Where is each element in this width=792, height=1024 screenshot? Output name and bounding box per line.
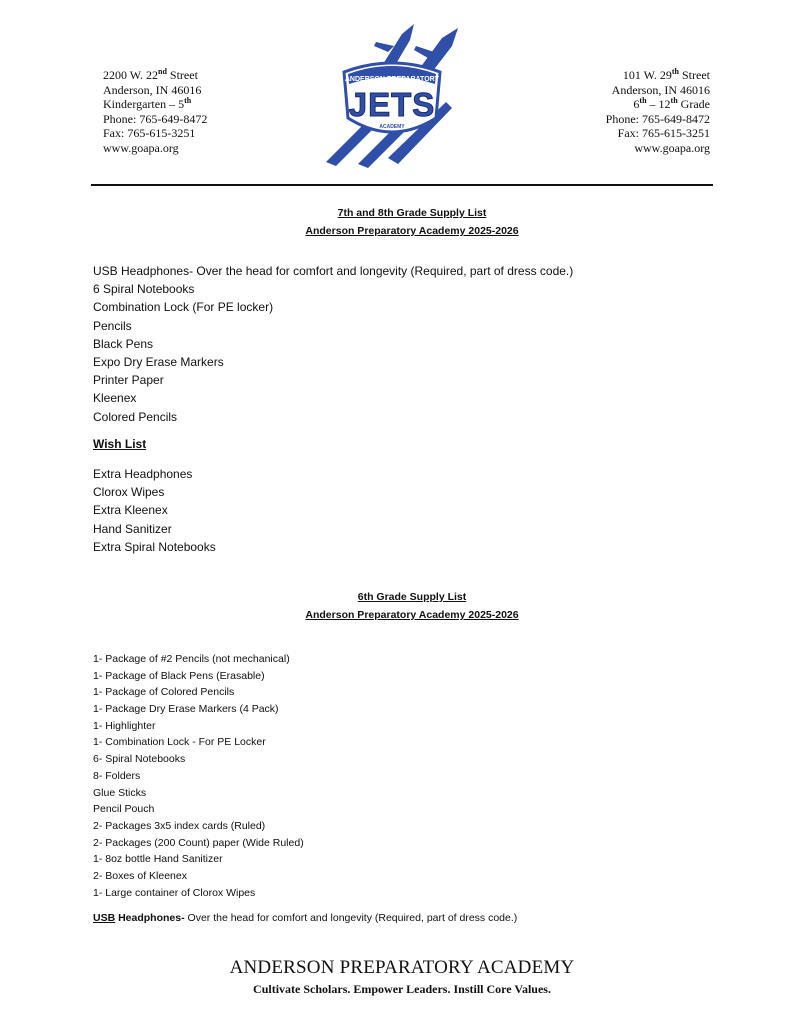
list-item: Hand Sanitizer — [93, 521, 172, 536]
list-item: 1- Package of #2 Pencils (not mechanical) — [93, 653, 290, 665]
list-item: Glue Sticks — [93, 786, 147, 799]
footer-motto: Cultivate Scholars. Empower Leaders. Instill Core Values. — [253, 982, 551, 996]
logo-badge — [344, 63, 440, 132]
right-website: www.goapa.org — [634, 140, 710, 155]
right-fax: Fax: 765-615-3251 — [617, 126, 710, 140]
list-item: Black Pens — [93, 336, 154, 351]
list-item: 1- 8oz bottle Hand Sanitizer — [93, 853, 223, 866]
list-item: Extra Spiral Notebooks — [93, 539, 216, 554]
list-item: Clorox Wipes — [93, 485, 165, 500]
left-fax: Fax: 765-615-3251 — [103, 126, 196, 140]
list-item: Colored Pencils — [93, 409, 178, 424]
list-item: Pencil Pouch — [93, 803, 155, 816]
logo-main-text: JETS — [348, 86, 436, 123]
footer-school-name: ANDERSON PREPARATORY ACADEMY — [229, 957, 575, 978]
left-website: www.goapa.org — [103, 140, 179, 155]
list-item: 1- Package of Colored Pencils — [93, 686, 235, 699]
section-7-8-subtitle: Anderson Preparatory Academy 2025-2026 — [305, 225, 519, 237]
supply-list-7-8 — [93, 262, 573, 426]
list-item: 6- Spiral Notebooks — [93, 753, 186, 766]
jets-logo — [318, 24, 466, 168]
list-item: Pencils — [93, 318, 132, 333]
section-6-subtitle: Anderson Preparatory Academy 2025-2026 — [305, 609, 519, 621]
wish-list-title: Wish List — [93, 437, 147, 451]
list-item: Combination Lock (For PE locker) — [93, 300, 274, 315]
right-phone: Phone: 765-649-8472 — [605, 111, 710, 126]
wish-list — [93, 465, 216, 556]
header-divider — [91, 184, 713, 186]
list-item: 1- Package Dry Erase Markers (4 Pack) — [93, 703, 279, 716]
list-item: Extra Kleenex — [93, 503, 168, 518]
left-city: Anderson, IN 46016 — [103, 82, 202, 97]
list-item: Extra Headphones — [93, 467, 193, 481]
list-item: Printer Paper — [93, 373, 164, 388]
list-item: 2- Packages 3x5 index cards (Ruled) — [93, 819, 266, 832]
logo-arc-text: ANDERSON PREPARATORY — [344, 76, 440, 83]
right-street: 101 W. 29th Street — [622, 67, 710, 82]
list-item: 1- Highlighter — [93, 719, 156, 732]
list-item: Kleenex — [93, 391, 137, 406]
left-street: 2200 W. 22nd Street — [103, 67, 198, 82]
list-item: 8- Folders — [93, 769, 141, 782]
list-item: 1- Package of Black Pens (Erasable) — [93, 669, 265, 682]
section-6-title: 6th Grade Supply List — [357, 591, 467, 603]
left-phone: Phone: 765-649-8472 — [103, 111, 208, 126]
left-address-block — [103, 68, 207, 155]
list-item: Expo Dry Erase Markers — [93, 354, 224, 369]
list-item: 6 Spiral Notebooks — [93, 282, 195, 297]
right-city: Anderson, IN 46016 — [611, 82, 710, 97]
list-item: USB Headphones- Over the head for comfort and longevity (Required, part of dress code.) — [93, 264, 574, 278]
logo-sub-text: ACADEMY — [379, 124, 405, 130]
list-item: 2- Boxes of Kleenex — [93, 869, 187, 882]
list-item: 1- Combination Lock - For PE Locker — [93, 736, 266, 749]
right-address-block — [606, 68, 710, 155]
list-item: 1- Large container of Clorox Wipes — [93, 886, 256, 899]
right-grades: 6th – 12th Grade — [633, 96, 710, 111]
list-item: 2- Packages (200 Count) paper (Wide Ruled) — [93, 836, 304, 849]
left-grades: Kindergarten – 5th — [103, 96, 192, 111]
headphones-note: USB Headphones- Over the head for comfort and longevity (Required, part of dress code.) — [93, 912, 518, 924]
supply-list-6 — [93, 651, 304, 901]
section-7-8-title: 7th and 8th Grade Supply List — [337, 207, 487, 219]
